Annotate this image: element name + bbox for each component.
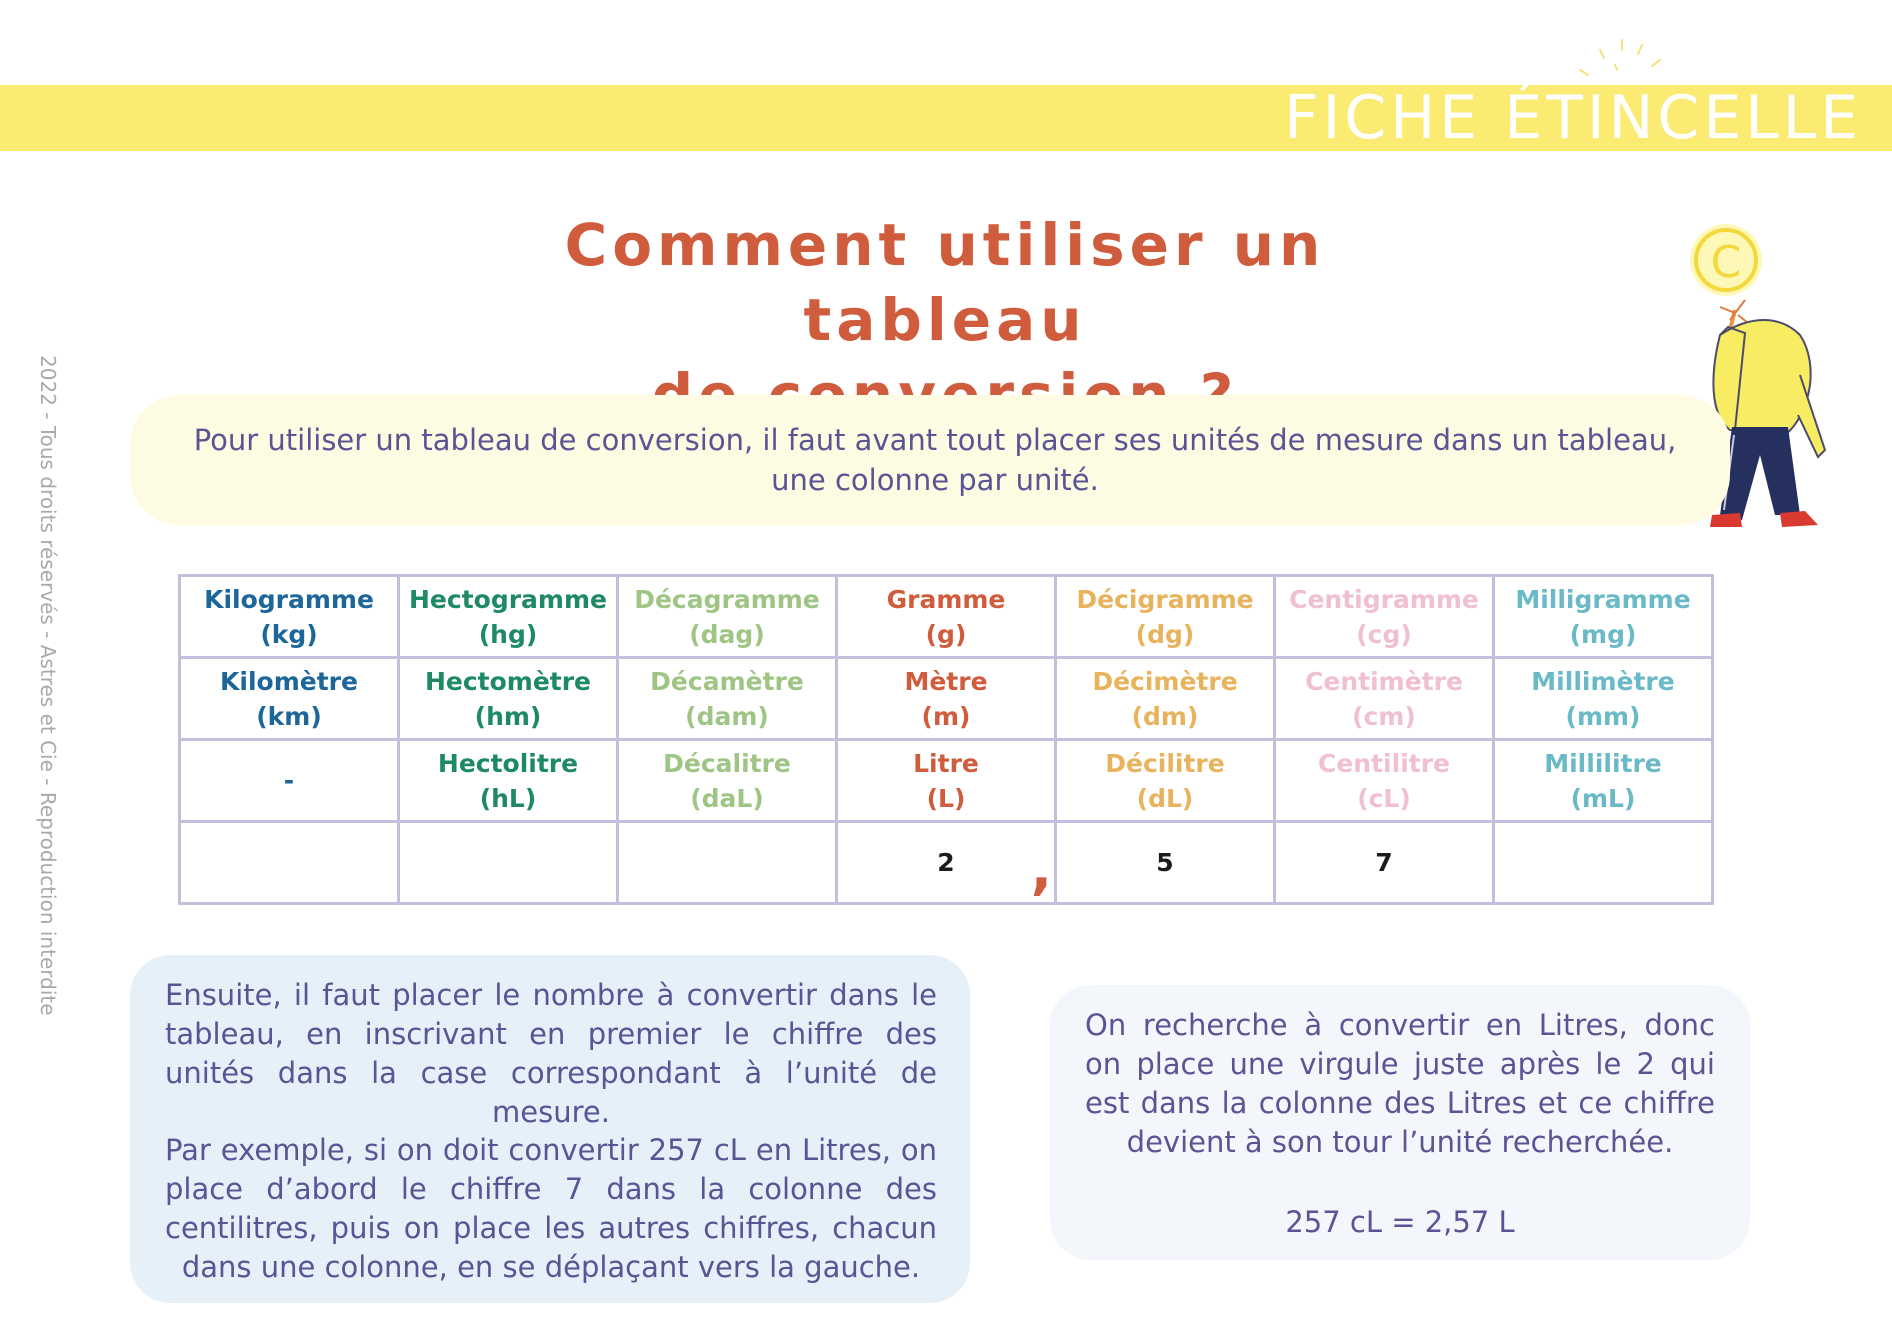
intro-line-1: Pour utiliser un tableau de conversion, il faut avant tout placer ses unités de mesure dans un tableau, [193, 423, 1677, 457]
table-cell: Décigramme (dg) [1056, 576, 1275, 658]
table-cell: - [180, 740, 399, 822]
digit-cell [399, 822, 618, 904]
table-cell: Hectogramme (hg) [399, 576, 618, 658]
sparkle-icon [1560, 30, 1680, 90]
banner-title: FICHE ÉTINCELLE [1284, 83, 1862, 153]
digit-value: 2 [937, 848, 955, 877]
explanation-left-p2: Par exemple, si on doit convertir 257 cL en Litres, on place d’abord le chiffre 7 dans la colonne des centilitres, puis on place les autres chiffres, chacun dans une colonne, en se déplaçant vers la gauche. [165, 1133, 937, 1284]
title-line-1: Comment utiliser un tableau [564, 211, 1326, 354]
table-cell: Kilogramme (kg) [180, 576, 399, 658]
table-cell: Décamètre (dam) [618, 658, 837, 740]
table-cell: Mètre (m) [837, 658, 1056, 740]
table-cell: Milligramme (mg) [1494, 576, 1713, 658]
table-row [180, 740, 1713, 822]
table-cell: Centilitre (cL) [1275, 740, 1494, 822]
table-cell: Décilitre (dL) [1056, 740, 1275, 822]
table-cell: Décagramme (dag) [618, 576, 837, 658]
intro-text [170, 420, 1700, 500]
digits-row [180, 822, 1713, 904]
table-cell: Décalitre (daL) [618, 740, 837, 822]
copyright-note: 2022 - Tous droits réservés - Astres et Cie - Reproduction interdite [36, 355, 60, 1016]
table-cell: Centimètre (cm) [1275, 658, 1494, 740]
table-row [180, 658, 1713, 740]
intro-line-2: une colonne par unité. [771, 463, 1099, 497]
table-cell: Hectolitre (hL) [399, 740, 618, 822]
digit-cell-litre [837, 822, 1056, 904]
table-cell: Gramme (g) [837, 576, 1056, 658]
digit-cell [618, 822, 837, 904]
table-cell: Litre (L) [837, 740, 1056, 822]
copyright-icon: C [1710, 237, 1742, 288]
digit-cell [180, 822, 399, 904]
decimal-comma: , [1030, 837, 1052, 902]
digit-cell [1494, 822, 1713, 904]
conversion-table [178, 574, 1714, 905]
table-cell: Hectomètre (hm) [399, 658, 618, 740]
explanation-right-p1: On recherche à convertir en Litres, donc on place une virgule juste après le 2 qui est dans la colonne des Litres et ce chiffre devient à son tour l’unité recherchée. [1085, 1008, 1715, 1159]
table-cell: Kilomètre (km) [180, 658, 399, 740]
digit-cell: 5 [1056, 822, 1275, 904]
table-cell: Centigramme (cg) [1275, 576, 1494, 658]
table-row [180, 576, 1713, 658]
explanation-left-p1: Ensuite, il faut placer le nombre à convertir dans le tableau, en inscrivant en premier le chiffre des unités dans la case correspondant à l’unité de mesure. [165, 978, 937, 1129]
digit-cell: 7 [1275, 822, 1494, 904]
table-cell: Décimètre (dm) [1056, 658, 1275, 740]
table-cell: Millimètre (mm) [1494, 658, 1713, 740]
table-cell: Millilitre (mL) [1494, 740, 1713, 822]
conversion-result: 257 cL = 2,57 L [1285, 1205, 1515, 1239]
